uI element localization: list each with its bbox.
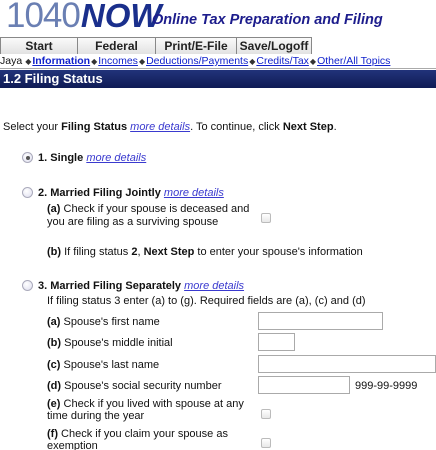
radio-married-separately[interactable] (22, 280, 33, 291)
mfj-b-comma: , (137, 246, 144, 258)
intro-suffix: . (333, 121, 337, 133)
mfj-a-letter: (a) (47, 203, 61, 215)
lived-with-spouse-checkbox[interactable] (261, 409, 271, 419)
breadcrumb-deductions-payments[interactable]: Deductions/Payments (146, 55, 249, 67)
spouse-first-name-input[interactable] (258, 312, 383, 330)
tab-save-logoff[interactable]: Save/Logoff (236, 37, 312, 54)
field-f-text1: Check if you claim your spouse as (58, 428, 228, 440)
mfj-b-letter: (b) (47, 246, 62, 258)
ssn-format-hint: 999-99-9999 (355, 380, 418, 392)
option-married-separately (38, 280, 244, 292)
tab-start[interactable]: Start (0, 37, 78, 54)
main-tabs (0, 37, 311, 54)
option-single-label: 1. Single (38, 152, 84, 164)
intro-filing-status: Filing Status (61, 121, 128, 133)
spouse-middle-initial-label (47, 337, 173, 349)
married-jointly-more-details-link[interactable]: more details (163, 187, 224, 199)
diamond-icon: ◆ (25, 56, 32, 66)
field-e-text1: Check if you lived with spouse at any (60, 398, 244, 410)
intro-more-details-link[interactable]: more details (130, 121, 191, 133)
breadcrumb-incomes[interactable]: Incomes (98, 55, 138, 67)
claim-spouse-exemption-checkbox[interactable] (261, 438, 271, 448)
intro-next-step: Next Step (282, 121, 334, 133)
mfj-a-text1: Check if your spouse is deceased and (60, 203, 250, 215)
tab-print-efile[interactable]: Print/E-File (155, 37, 237, 54)
intro-mid: . To continue, click (190, 121, 283, 133)
option-married-jointly (38, 187, 224, 199)
surviving-spouse-checkbox[interactable] (261, 213, 271, 223)
intro-text (3, 121, 337, 133)
spouse-last-name-input[interactable] (258, 355, 436, 373)
header (0, 0, 436, 37)
breadcrumb-user: Jaya (0, 55, 23, 67)
mfs-f-line1 (47, 428, 228, 440)
mfj-b-status: 2 (131, 246, 138, 258)
field-b-letter: (b) (47, 337, 62, 349)
breadcrumb-credits-tax[interactable]: Credits/Tax (256, 55, 309, 67)
married-separately-more-details-link[interactable]: more details (184, 280, 245, 292)
field-d-letter: (d) (47, 380, 62, 392)
tagline: Online Tax Preparation and Filing (152, 12, 383, 28)
spouse-middle-initial-input[interactable] (258, 333, 295, 351)
spouse-last-name-label (47, 359, 159, 371)
diamond-icon: ◆ (249, 56, 256, 66)
field-c-letter: (c) (47, 359, 61, 371)
field-c-label: Spouse's last name (60, 359, 160, 371)
option-single (38, 152, 146, 164)
breadcrumb-other-all-topics[interactable]: Other/All Topics (317, 55, 391, 67)
field-a-letter: (a) (47, 316, 61, 328)
option-married-jointly-label: 2. Married Filing Jointly (38, 187, 161, 199)
diamond-icon: ◆ (309, 56, 317, 66)
diamond-icon: ◆ (138, 56, 146, 66)
breadcrumb (0, 54, 436, 69)
tab-federal[interactable]: Federal (77, 37, 156, 54)
spouse-ssn-label (47, 380, 222, 392)
logo (6, 0, 162, 34)
section-title: 1.2 Filing Status (0, 70, 436, 88)
logo-now: NOW (80, 0, 162, 34)
field-d-label: Spouse's social security number (61, 380, 222, 392)
mfj-b-pre: If filing status (61, 246, 132, 258)
mfs-instruction: If filing status 3 enter (a) to (g). Required fields are (a), (c) and (d) (47, 295, 366, 307)
intro-prefix: Select your (3, 121, 62, 133)
diamond-icon: ◆ (91, 56, 98, 66)
option-married-separately-label: 3. Married Filing Separately (38, 280, 182, 292)
mfj-b-text (47, 246, 363, 258)
mfj-b-next-step: Next Step (143, 246, 195, 258)
spouse-first-name-label (47, 316, 160, 328)
field-b-label: Spouse's middle initial (61, 337, 173, 349)
logo-number: 1040 (6, 0, 80, 35)
radio-married-jointly[interactable] (22, 187, 33, 198)
single-more-details-link[interactable]: more details (86, 152, 147, 164)
mfj-a-line1 (47, 203, 249, 215)
field-e-letter: (e) (47, 398, 61, 410)
mfs-f-line2: exemption (47, 440, 98, 450)
mfj-b-post: to enter your spouse's information (194, 246, 363, 258)
field-a-label: Spouse's first name (60, 316, 160, 328)
field-f-letter: (f) (47, 428, 58, 440)
mfs-e-line1 (47, 398, 244, 410)
mfj-a-line2: you are filing as a surviving spouse (47, 216, 219, 228)
mfs-e-line2: time during the year (47, 410, 145, 422)
radio-single[interactable] (22, 152, 33, 163)
spouse-ssn-input[interactable] (258, 376, 350, 394)
breadcrumb-information[interactable]: Information (32, 55, 91, 67)
